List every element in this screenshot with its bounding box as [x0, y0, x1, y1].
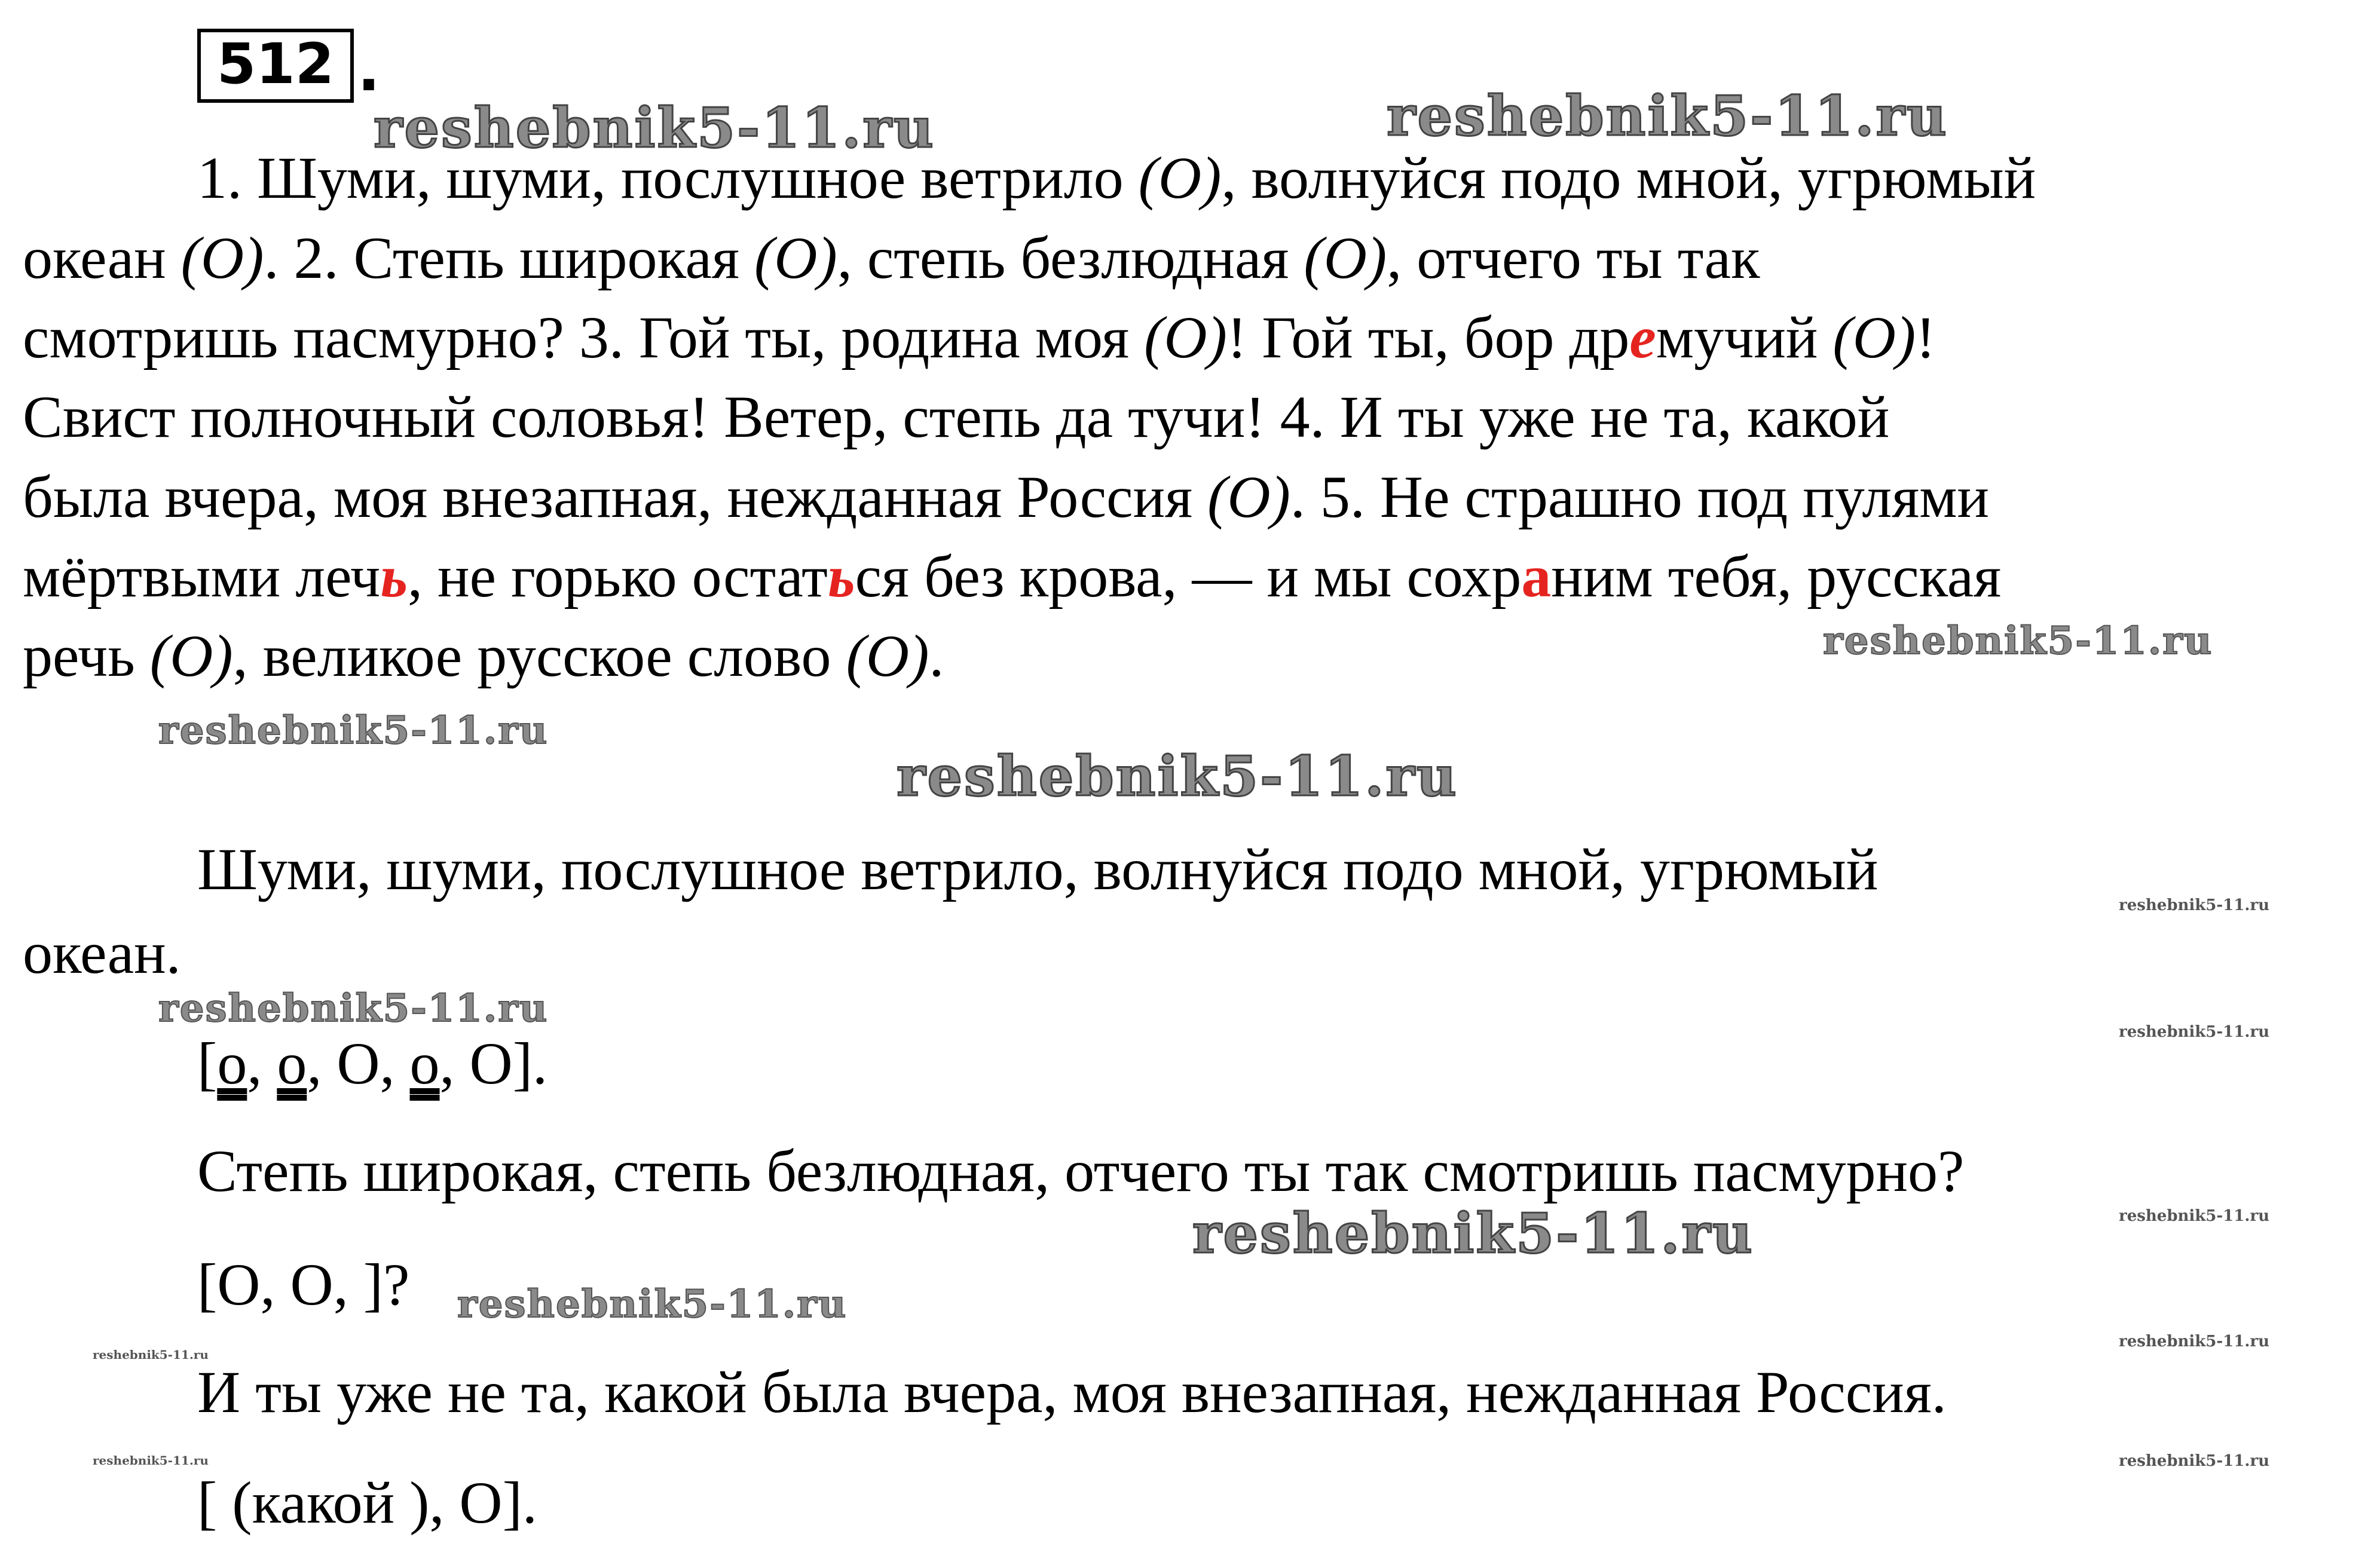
watermark: reshebnik5-11.ru	[93, 1348, 209, 1362]
sentence-2: Степь широкая, степь безлюдная, отчего ты так смотришь пасмурно?	[197, 1138, 1965, 1204]
paragraph-line-6: мёртвыми лечь, не горько остаться без крова, — и мы сохраним тебя, русская	[23, 543, 2002, 610]
watermark: reshebnik5-11.ru	[1192, 1201, 1754, 1266]
paragraph-line-7: речь (О), великое русское слово (О).	[23, 623, 944, 689]
watermark: reshebnik5-11.ru	[2119, 1452, 2270, 1470]
watermark: reshebnik5-11.ru	[93, 1453, 209, 1468]
exercise-number: 512	[197, 29, 354, 103]
sentence-1-line-2: океан.	[23, 920, 181, 986]
watermark: reshebnik5-11.ru	[1387, 84, 1948, 148]
highlighted-letter: е	[1629, 304, 1656, 370]
sentence-1-line-1: Шуми, шуми, послушное ветрило, волнуйся подо мной, угрюмый	[197, 836, 1879, 902]
sentence-3-scheme: [ (какой ), О].	[197, 1469, 537, 1536]
watermark: reshebnik5-11.ru	[2119, 1333, 2270, 1350]
highlighted-letter: ь	[380, 543, 408, 610]
watermark: reshebnik5-11.ru	[1823, 618, 2213, 663]
watermark: reshebnik5-11.ru	[2119, 1207, 2270, 1225]
watermark: reshebnik5-11.ru	[457, 1282, 848, 1327]
watermark: reshebnik5-11.ru	[374, 96, 935, 160]
paragraph-line-2: океан (О). 2. Степь широкая (О), степь безлюдная (О), отчего ты так	[23, 225, 1760, 291]
watermark: reshebnik5-11.ru	[897, 744, 1458, 808]
sentence-3: И ты уже не та, какой была вчера, моя внезапная, нежданная Россия.	[197, 1359, 1947, 1425]
watermark: reshebnik5-11.ru	[2119, 1023, 2270, 1041]
sentence-1-scheme: [о, о, О, о, О].	[197, 1030, 548, 1097]
watermark: reshebnik5-11.ru	[158, 986, 549, 1031]
paragraph-line-1: 1. Шуми, шуми, послушное ветрило (О), волнуйся подо мной, угрюмый	[197, 145, 2036, 211]
highlighted-letter: а	[1521, 543, 1552, 610]
paragraph-line-3: смотришь пасмурно? 3. Гой ты, родина моя (О)! Гой ты, бор дремучий (О)!	[23, 304, 1936, 370]
watermark: reshebnik5-11.ru	[2119, 896, 2270, 914]
paragraph-line-4: Свист полночный соловья! Ветер, степь да тучи! 4. И ты уже не та, какой	[23, 384, 1890, 450]
paragraph-line-5: была вчера, моя внезапная, нежданная Россия (О). 5. Не страшно под пулями	[23, 464, 1990, 530]
watermark: reshebnik5-11.ru	[158, 708, 549, 753]
exercise-number-dot: .	[357, 35, 380, 105]
highlighted-letter: ь	[827, 543, 855, 610]
sentence-2-scheme: [О, О, ]?	[197, 1251, 410, 1318]
